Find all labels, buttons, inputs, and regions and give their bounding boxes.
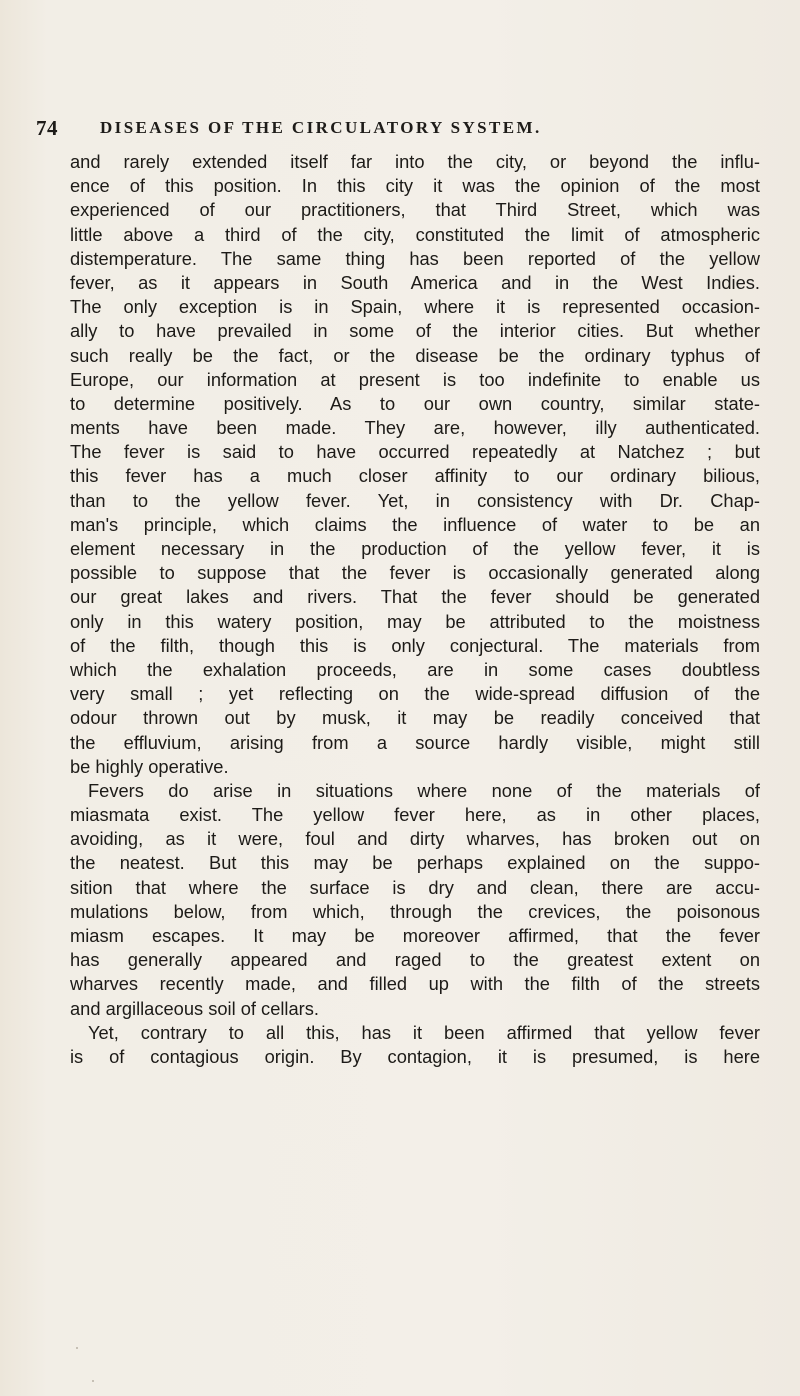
text-line: the neatest. But this may be perhaps explained on the suppo-: [70, 852, 760, 874]
text-line: of the filth, though this is only conjectural. The materials from: [70, 634, 760, 656]
text-line: ments have been made. They are, however, illy authenticated.: [70, 417, 760, 439]
running-head-title: DISEASES OF THE CIRCULATORY SYSTEM.: [100, 118, 542, 137]
text-line: our great lakes and rivers. That the fever should be generated: [70, 586, 760, 608]
text-line: ally to have prevailed in some of the interior cities. But whether: [70, 320, 760, 342]
text-line: avoiding, as it were, foul and dirty wharves, has broken out on: [70, 828, 760, 850]
text-line: which the exhalation proceeds, are in some cases doubtless: [70, 658, 760, 680]
paper-speck: [92, 1380, 94, 1382]
text-line: only in this watery position, may be attributed to the moistness: [70, 610, 760, 632]
text-line: The only exception is in Spain, where it is represented occasion-: [70, 296, 760, 318]
text-line: miasm escapes. It may be moreover affirmed, that the fever: [70, 925, 760, 946]
text-line: Fevers do arise in situations where none of the materials of: [88, 779, 760, 801]
text-line: wharves recently made, and filled up with the filth of the streets: [70, 973, 760, 995]
text-line: experienced of our practitioners, that Third Street, which was: [70, 199, 760, 221]
text-line: is of contagious origin. By contagion, it is presumed, is here: [70, 1045, 760, 1067]
text-line: than to the yellow fever. Yet, in consistency with Dr. Chap-: [70, 489, 760, 511]
text-line: ence of this position. In this city it was the opinion of the most: [70, 175, 760, 197]
text-line: odour thrown out by musk, it may be readily conceived that: [70, 707, 760, 729]
text-line: this fever has a much closer affinity to our ordinary bilious,: [70, 465, 760, 487]
page-number: 74: [36, 116, 58, 140]
text-line: sition that where the surface is dry and clean, there are accu-: [70, 876, 760, 898]
text-line: man's principle, which claims the influence of water to be an: [70, 513, 760, 535]
text-line: has generally appeared and raged to the greatest extent on: [70, 949, 760, 971]
text-line: to determine positively. As to our own country, similar state-: [70, 392, 760, 414]
text-line: fever, as it appears in South America and in the West Indies.: [70, 271, 760, 293]
text-line: possible to suppose that the fever is occasionally generated along: [70, 562, 760, 584]
text-line: and rarely extended itself far into the city, or beyond the influ-: [70, 151, 760, 172]
text-line: The fever is said to have occurred repeatedly at Natchez ; but: [70, 441, 760, 463]
text-line: mulations below, from which, through the crevices, the poisonous: [70, 900, 760, 922]
text-line: Yet, contrary to all this, has it been affirmed that yellow fever: [88, 1021, 760, 1043]
text-line: such really be the fact, or the disease be the ordinary typhus of: [70, 344, 760, 366]
text-line: element necessary in the production of the yellow fever, it is: [70, 538, 760, 559]
body-text: [70, 150, 760, 1069]
text-line: distemperature. The same thing has been reported of the yellow: [70, 247, 760, 269]
text-line: Europe, our information at present is too indefinite to enable us: [70, 368, 760, 390]
paper-speck: [76, 1347, 78, 1349]
text-line: little above a third of the city, constituted the limit of atmospheric: [70, 223, 760, 245]
text-line: be highly operative.: [70, 755, 229, 777]
text-line: the effluvium, arising from a source hardly visible, might still: [70, 731, 760, 753]
text-line: very small ; yet reflecting on the wide-spread diffusion of the: [70, 683, 760, 705]
text-line: miasmata exist. The yellow fever here, as in other places,: [70, 804, 760, 826]
text-line: and argillaceous soil of cellars.: [70, 997, 319, 1019]
running-head: [36, 116, 756, 146]
